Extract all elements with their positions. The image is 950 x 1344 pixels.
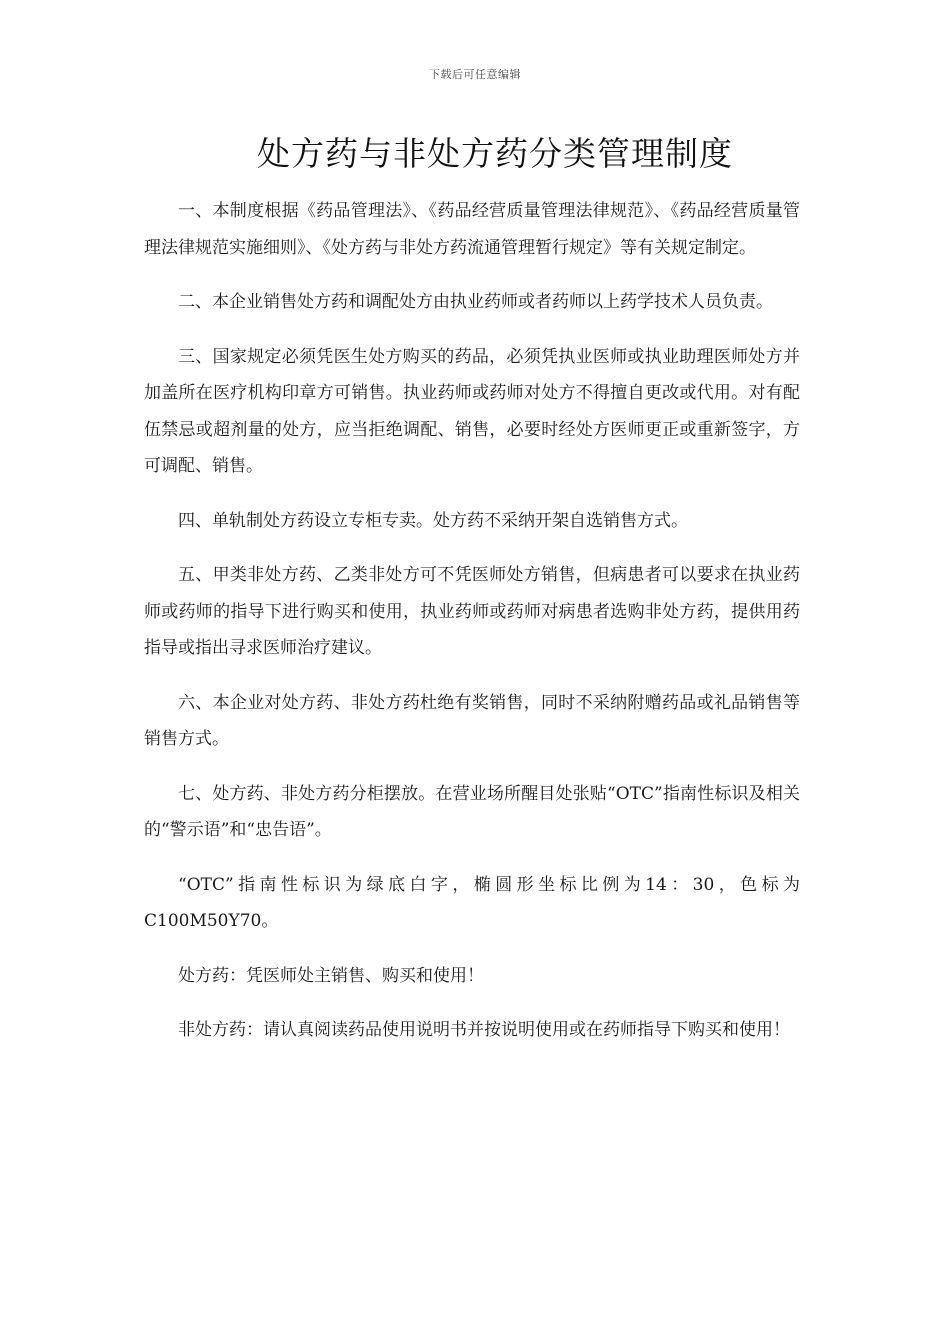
paragraph-otc-spec: “OTC”指南性标识为绿底白字，椭圆形坐标比例为14：30，色标为C100M50Y70。 bbox=[144, 874, 800, 931]
paragraph-3: 三、国家规定必须凭医生处方购买的药品，必须凭执业医师或执业助理医师处方并加盖所在医疗机构印章方可销售。执业药师或药师对处方不得擅自更改或代用。对有配伍禁忌或超剂量的处方，应当拒绝调配、销售，必要时经处方医师更正或重新签字，方可调配、销售。 bbox=[144, 346, 800, 476]
paragraph-1: 一、本制度根据《药品管理法》、《药品经营质量管理法律规范》、《药品经营质量管理法律规范实施细则》、《处方药与非处方药流通管理暂行规定》等有关规定制定。 bbox=[144, 201, 800, 258]
paragraph-otc-notice: 非处方药：请认真阅读药品使用说明书并按说明使用或在药师指导下购买和使用！ bbox=[178, 1020, 790, 1040]
paragraph-5: 五、甲类非处方药、乙类非处方可不凭医师处方销售，但病患者可以要求在执业药师或药师的指导下进行购买和使用，执业药师或药师对病患者选购非处方药，提供用药指导或指出寻求医师治疗建议。 bbox=[144, 565, 800, 658]
paragraph-7: 七、处方药、非处方药分柜摆放。在营业场所醒目处张贴“OTC”指南性标识及相关的“警示语”和“忠告语”。 bbox=[144, 783, 800, 840]
header-note: 下载后可任意编辑 bbox=[429, 68, 521, 81]
paragraph-6: 六、本企业对处方药、非处方药杜绝有奖销售，同时不采纳附赠药品或礼品销售等销售方式。 bbox=[144, 692, 800, 749]
document-body bbox=[144, 193, 800, 1067]
document-title: 处方药与非处方药分类管理制度 bbox=[257, 134, 733, 173]
paragraph-rx-notice: 处方药：凭医师处主销售、购买和使用！ bbox=[178, 965, 484, 986]
paragraph-2: 二、本企业销售处方药和调配处方由执业药师或者药师以上药学技术人员负责。 bbox=[178, 292, 773, 312]
paragraph-4: 四、单轨制处方药设立专柜专卖。处方药不采纳开架自选销售方式。 bbox=[178, 510, 688, 531]
